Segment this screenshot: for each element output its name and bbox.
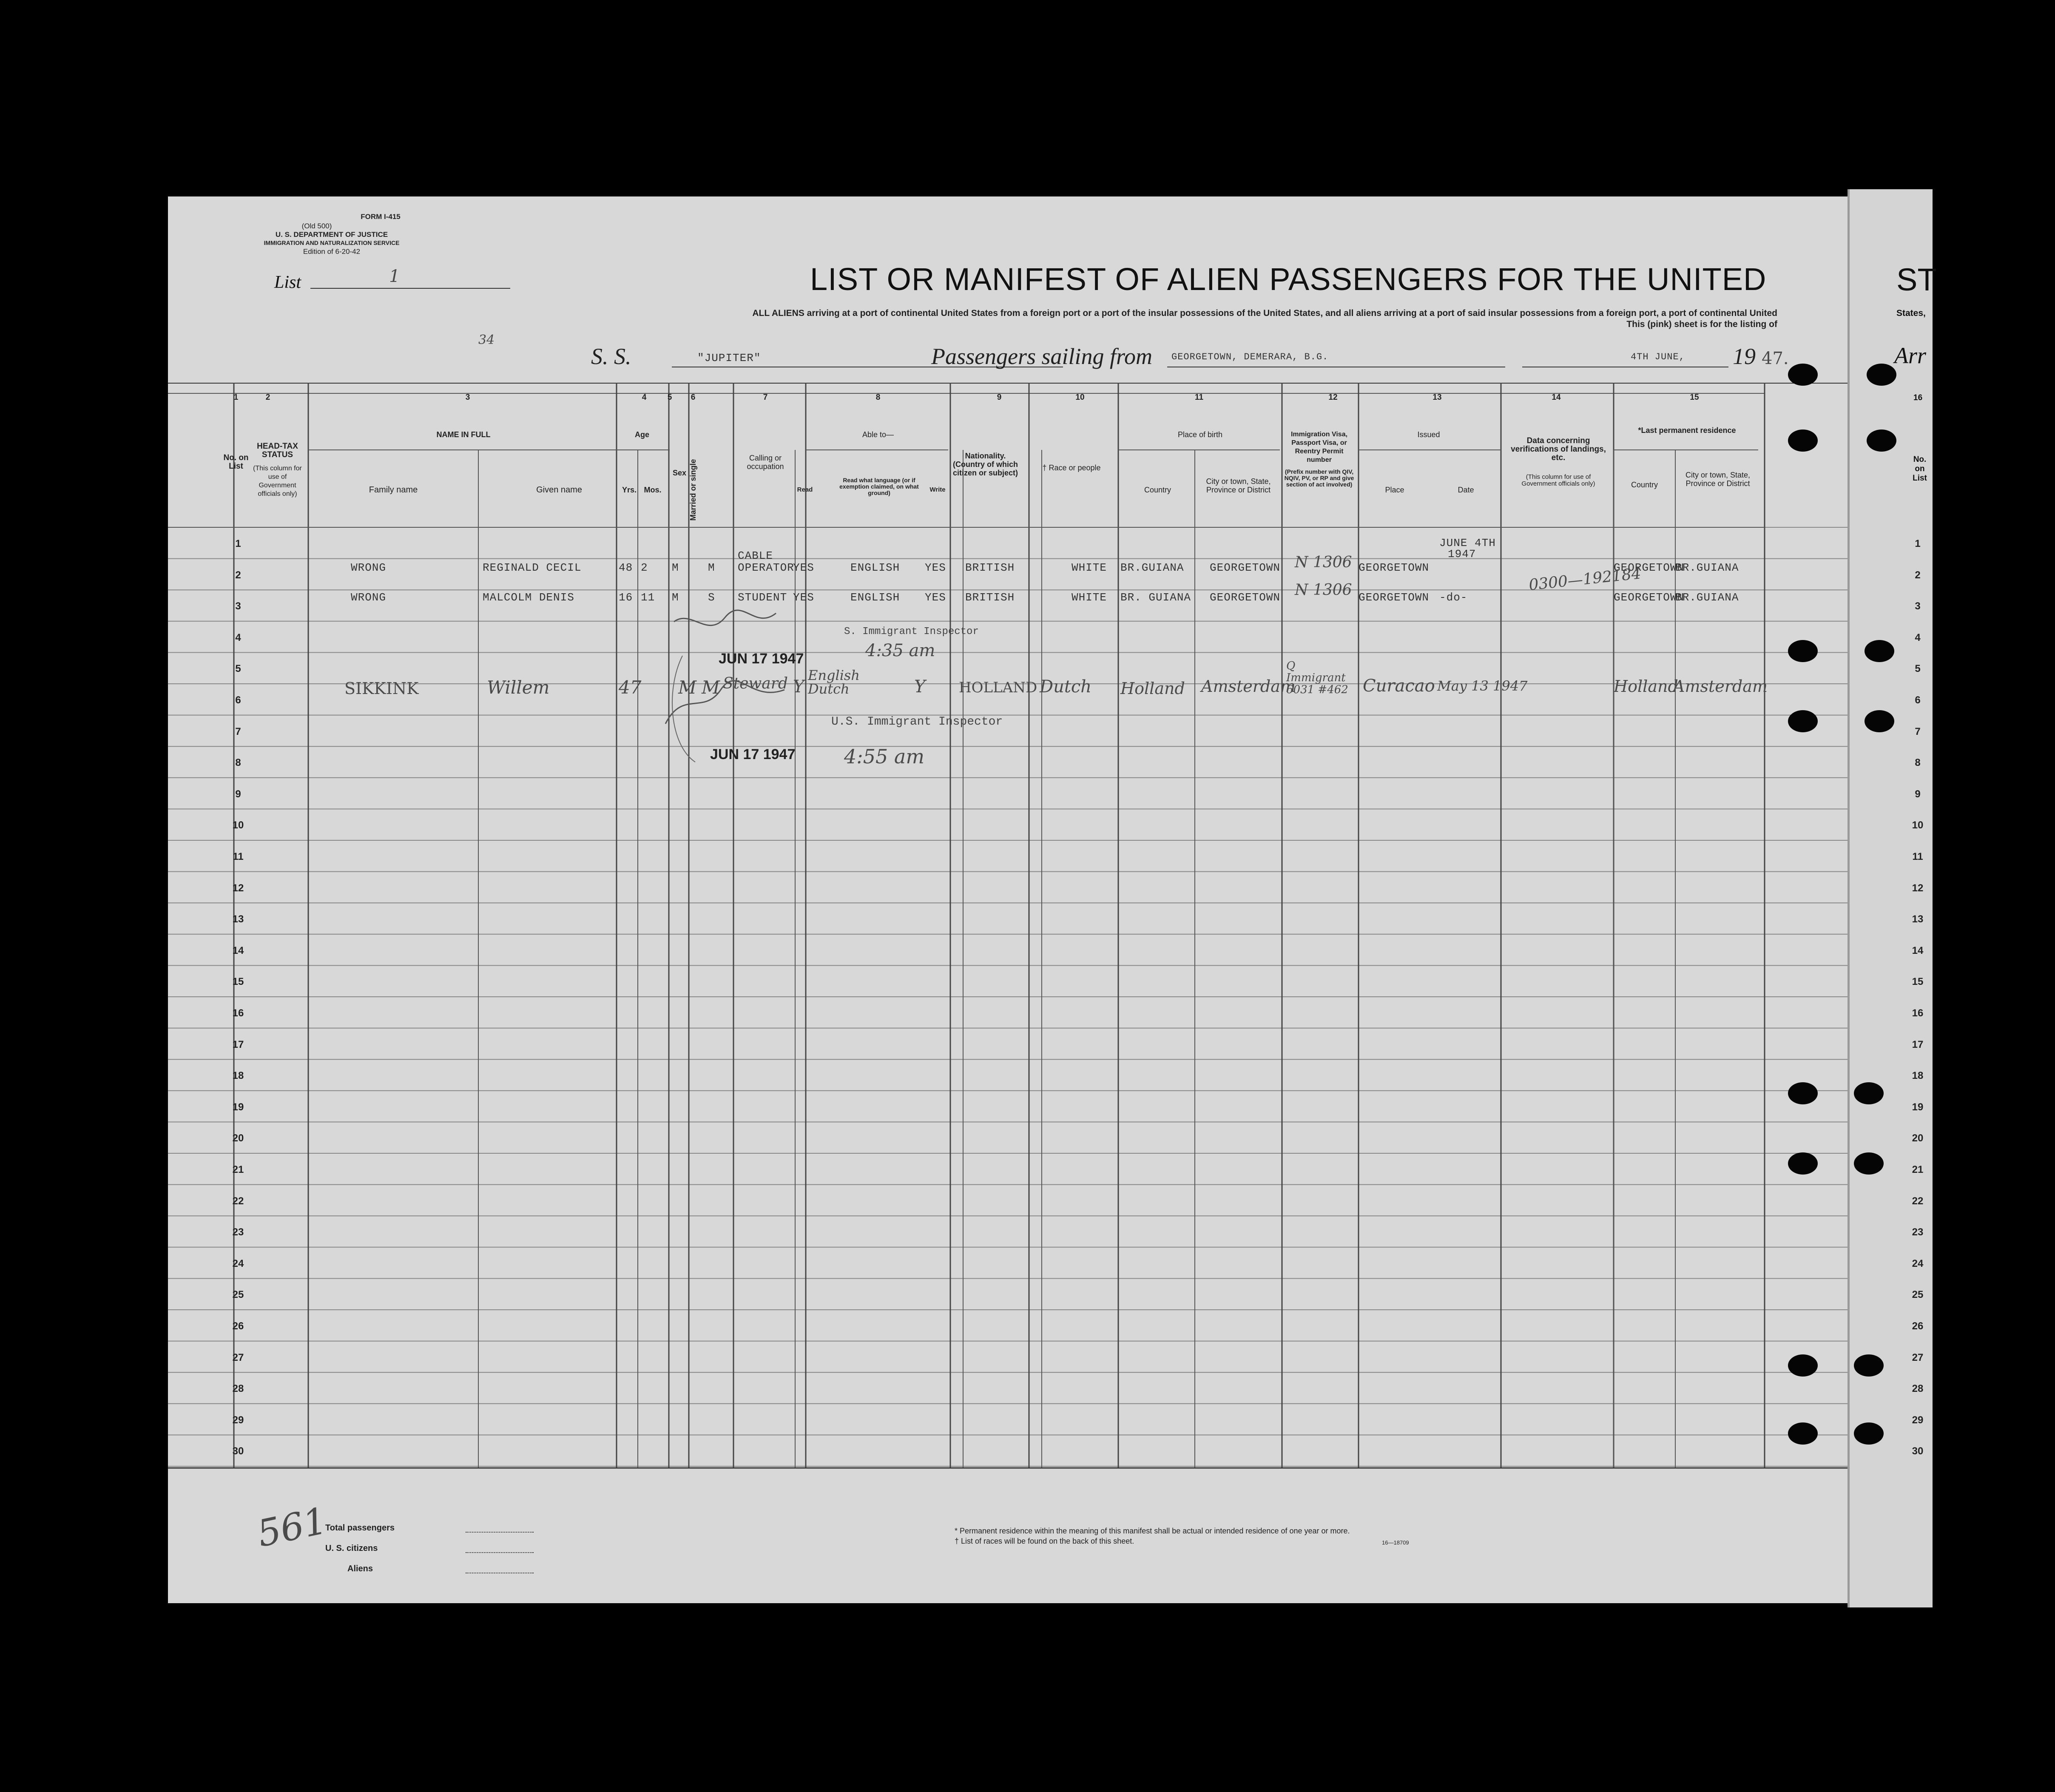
visa-number: N 1306: [1295, 581, 1352, 599]
header-visa-note: (Prefix number with QIV, NQIV, PV, or RP and give section of act involved): [1284, 468, 1354, 488]
ss-label: S. S.: [591, 344, 631, 369]
row-number: 8: [235, 757, 241, 769]
header-write: Write: [929, 486, 946, 493]
header-able-to: Able to—: [862, 430, 894, 439]
occupation: STUDENT: [738, 591, 787, 604]
colnum-10: 10: [1075, 393, 1085, 402]
birth-country: BR.GUIANA: [1120, 561, 1184, 574]
colnum-2: 2: [265, 393, 270, 402]
adjacent-row-number: 27: [1912, 1351, 1924, 1363]
res-country: Holland: [1614, 677, 1678, 696]
header-sex: Sex: [672, 469, 687, 477]
write: YES: [925, 561, 946, 574]
row-number: 18: [232, 1070, 244, 1082]
given-name: REGINALD CECIL: [483, 561, 582, 574]
language: ENGLISH: [850, 561, 900, 574]
adjacent-row-number: 14: [1912, 944, 1924, 956]
colnum-6: 6: [691, 393, 696, 402]
subtitle-line-2: This (pink) sheet is for the listing of: [1626, 319, 1777, 329]
adjacent-subtitle: States,: [1896, 308, 1926, 318]
header-age: Age: [634, 430, 649, 439]
sailing-date: 4TH JUNE,: [1631, 352, 1685, 362]
row-number: 7: [235, 725, 241, 737]
binder-hole: [1854, 1354, 1884, 1377]
footer-note-residence: * Permanent residence within the meaning of this manifest shall be actual or intended residence of one year or more.: [955, 1527, 1350, 1535]
adjacent-colnum: 16: [1913, 393, 1923, 402]
header-age-mos: Mos.: [644, 486, 662, 494]
colnum-9: 9: [997, 393, 1002, 402]
family-name: SIKKINK: [344, 679, 419, 698]
header-no-on-list: No. on List: [223, 453, 249, 471]
footer-print-code: 16—18709: [1382, 1539, 1409, 1546]
adjacent-row-number: 15: [1912, 976, 1924, 988]
colnum-1: 1: [233, 393, 239, 402]
res-country: GEORGETOWN: [1614, 591, 1685, 604]
adjacent-row-number: 6: [1915, 694, 1921, 706]
adjacent-row-number: 24: [1912, 1257, 1924, 1269]
sailing-label: Passengers sailing from: [931, 344, 1153, 369]
binder-hole: [1867, 430, 1896, 452]
age-yrs: 48: [619, 561, 633, 574]
adjacent-row-number: 28: [1912, 1383, 1924, 1395]
row-number: 20: [232, 1132, 244, 1144]
occupation: OPERATOR: [738, 561, 794, 574]
birth-city: Amsterdam: [1201, 677, 1296, 696]
stamp-date: JUN 17 1947: [710, 746, 796, 762]
binder-hole: [1788, 640, 1818, 662]
issued-date: -do-: [1439, 591, 1468, 604]
year-suffix: 47.: [1762, 349, 1789, 368]
header-visa: Immigration Visa, Passport Visa, or Reentry Permit number: [1290, 431, 1348, 464]
adjacent-row-number: 7: [1915, 725, 1921, 737]
occupation-line1: CABLE: [738, 549, 773, 562]
sex: M: [672, 561, 679, 574]
row-number: 23: [232, 1226, 244, 1238]
colnum-8: 8: [875, 393, 881, 402]
footer-us-citizens: U. S. citizens: [325, 1544, 378, 1553]
binder-hole: [1788, 430, 1818, 452]
row-number: 17: [232, 1038, 244, 1050]
stamp-time: 4:55 am: [844, 745, 924, 768]
binder-hole: [1865, 710, 1894, 732]
header-head-tax-note: (This column for use of Government officials only): [253, 465, 302, 498]
birth-country: BR. GUIANA: [1120, 591, 1191, 604]
res-city: Amsterdam: [1673, 677, 1768, 696]
header-calling: Calling or occupation: [747, 454, 784, 471]
adjacent-row-number: 21: [1912, 1164, 1924, 1175]
binder-hole: [1854, 1422, 1884, 1445]
adjacent-row-number: 4: [1915, 631, 1921, 643]
header-last-residence: *Last permanent residence: [1638, 426, 1736, 435]
row-number: 15: [232, 976, 244, 988]
occupation: Steward: [723, 675, 788, 692]
header-name-in-full: NAME IN FULL: [436, 430, 491, 439]
race: Dutch: [1040, 677, 1092, 697]
adjacent-row-number: 11: [1912, 851, 1923, 862]
adjacent-row-number: 1: [1915, 538, 1921, 549]
row-number: 13: [232, 913, 244, 925]
row-number: 28: [232, 1383, 244, 1395]
colnum-3: 3: [465, 393, 470, 402]
margin-number: 561: [253, 1499, 331, 1556]
binder-hole: [1867, 364, 1896, 386]
row-number: 9: [235, 788, 241, 800]
nationality: HOLLAND: [959, 679, 1037, 696]
adjacent-row-number: 30: [1912, 1445, 1924, 1457]
adjacent-row-number: 9: [1915, 788, 1921, 800]
binder-hole: [1788, 1152, 1818, 1175]
adjacent-row-number: 13: [1912, 913, 1924, 925]
adjacent-row-number: 23: [1912, 1226, 1924, 1238]
year-prefix: 19: [1733, 344, 1756, 369]
edition: Edition of 6-20-42: [303, 247, 361, 256]
list-label: List: [274, 273, 301, 292]
row-number: 26: [232, 1320, 244, 1332]
colnum-12: 12: [1328, 393, 1338, 402]
binder-hole: [1788, 1082, 1818, 1104]
signature-1: [674, 610, 776, 626]
adjacent-row-number: 5: [1915, 663, 1921, 675]
issued-date-line2: 1947: [1448, 548, 1476, 560]
old-form-number: (Old 500): [301, 222, 332, 230]
binder-hole: [1788, 1354, 1818, 1377]
visa-number: Q Immigrant 6031 #462: [1286, 660, 1348, 696]
footer-note-races: † List of races will be found on the back of this sheet.: [955, 1537, 1134, 1545]
row-number: 14: [232, 944, 244, 956]
row-number: 19: [232, 1101, 244, 1113]
header-married: Married or single: [689, 459, 697, 521]
binder-hole: [1854, 1082, 1884, 1104]
issued-place: GEORGETOWN: [1359, 591, 1430, 604]
adjacent-row-number: 10: [1912, 819, 1924, 831]
row-number: 25: [232, 1289, 244, 1301]
signature-2: [665, 681, 784, 724]
header-issued: Issued: [1417, 430, 1440, 439]
nationality: BRITISH: [965, 591, 1015, 604]
age-yrs: 47: [619, 677, 642, 698]
adjacent-title: ST: [1896, 262, 1937, 297]
row-number: 6: [235, 694, 241, 706]
res-city: BR.GUIANA: [1675, 591, 1739, 604]
stamp-caption: S. Immigrant Inspector: [844, 626, 979, 637]
margin-note: 34: [478, 333, 495, 347]
header-nationality: Nationality. (Country of which citizen or subject): [952, 452, 1018, 477]
sailing-from: GEORGETOWN, DEMERARA, B.G.: [1171, 352, 1329, 362]
colnum-14: 14: [1552, 393, 1561, 402]
row-number: 4: [235, 631, 241, 643]
header-place-of-birth: Place of birth: [1177, 430, 1223, 439]
family-name: WRONG: [351, 591, 387, 604]
race: WHITE: [1072, 561, 1107, 574]
res-country: GEORGETOWN: [1614, 561, 1685, 574]
row-number: 10: [232, 819, 244, 831]
issued-date-line1: JUNE 4TH: [1439, 537, 1496, 549]
adjacent-row-number: 19: [1912, 1101, 1924, 1113]
row-number: 21: [232, 1164, 244, 1175]
header-issued-place: Place: [1385, 486, 1404, 494]
header-head-tax: HEAD-TAX STATUS: [257, 442, 298, 459]
colnum-5: 5: [667, 393, 672, 402]
age-mos: 11: [641, 591, 655, 604]
res-city: BR.GUIANA: [1675, 561, 1739, 574]
header-race: † Race or people: [1042, 464, 1101, 472]
adjacent-row-number: 3: [1915, 600, 1921, 612]
row-number: 1: [235, 538, 241, 549]
adjacent-row-number: 2: [1915, 569, 1921, 581]
birth-city: GEORGETOWN: [1210, 561, 1281, 574]
row-number: 12: [232, 882, 244, 894]
department: U. S. DEPARTMENT OF JUSTICE: [275, 230, 388, 239]
nationality: BRITISH: [965, 561, 1015, 574]
family-name: WRONG: [351, 561, 387, 574]
colnum-7: 7: [763, 393, 768, 402]
language: English Dutch: [808, 667, 860, 697]
header-given-name: Given name: [536, 485, 582, 495]
row-number: 2: [235, 569, 241, 581]
adjacent-row-number: 8: [1915, 757, 1921, 769]
header-res-country: Country: [1631, 481, 1658, 489]
binder-hole: [1854, 1152, 1884, 1175]
header-age-yrs: Yrs.: [622, 486, 637, 494]
manifest-title: LIST OR MANIFEST OF ALIEN PASSENGERS FOR THE UNITED: [810, 262, 1767, 297]
issued-place: GEORGETOWN: [1359, 561, 1430, 574]
row-number: 22: [232, 1195, 244, 1207]
row-number: 29: [232, 1414, 244, 1426]
birth-country: Holland: [1120, 679, 1185, 698]
stamp-caption: U.S. Immigrant Inspector: [831, 715, 1003, 728]
birth-city: GEORGETOWN: [1210, 591, 1281, 604]
form-number: FORM I-415: [361, 213, 401, 221]
age-yrs: 16: [619, 591, 633, 604]
header-read: Read: [797, 486, 813, 493]
adjacent-row-number: 16: [1912, 1007, 1924, 1019]
sex: M: [678, 677, 697, 698]
issued-place: Curacao: [1363, 676, 1435, 696]
header-language: Read what language (or if exemption claimed, on what ground): [839, 477, 919, 496]
colnum-4: 4: [642, 393, 647, 402]
manifest-grid: [168, 196, 1928, 1603]
footer-total-passengers: Total passengers: [325, 1523, 395, 1533]
marital: M: [708, 561, 715, 574]
colnum-15: 15: [1690, 393, 1699, 402]
stamp-date: JUN 17 1947: [719, 651, 804, 667]
write: YES: [925, 591, 946, 604]
adjacent-row-number: 18: [1912, 1070, 1924, 1082]
list-value: 1: [389, 267, 400, 286]
race: WHITE: [1072, 591, 1107, 604]
footer-aliens: Aliens: [347, 1564, 373, 1573]
adjacent-row-number: 20: [1912, 1132, 1924, 1144]
marital: S: [708, 591, 715, 604]
read: Y: [793, 677, 804, 697]
age-mos: 2: [641, 561, 648, 574]
binder-hole: [1788, 364, 1818, 386]
subtitle-line-1: ALL ALIENS arriving at a port of continental United States from a foreign port or a port of the insular possessions of the United States, and all aliens arriving at a port of said insular possessions from a foreign port, a port of continental United: [752, 308, 1777, 318]
adjacent-col-label: No. on List: [1913, 455, 1927, 483]
header-birth-country: Country: [1144, 486, 1171, 494]
row-number: 24: [232, 1257, 244, 1269]
colnum-11: 11: [1194, 393, 1204, 402]
verification-number: 0300—192184: [1528, 565, 1642, 594]
manifest-sheet: [168, 196, 1928, 1603]
row-number: 3: [235, 600, 241, 612]
ship-name: "JUPITER": [697, 352, 761, 364]
stamp-time: 4:35 am: [865, 641, 935, 660]
adjacent-row-number: 25: [1912, 1289, 1924, 1301]
write: Y: [914, 677, 926, 697]
header-verification-note: (This column for use of Government officials only): [1521, 473, 1595, 487]
read: YES: [793, 561, 814, 574]
binder-hole: [1788, 1422, 1818, 1445]
adjacent-row-number: 12: [1912, 882, 1924, 894]
marital: M: [702, 677, 720, 698]
colnum-13: 13: [1433, 393, 1442, 402]
adjacent-sheet: [1848, 189, 1937, 1607]
adjacent-row-number: 17: [1912, 1038, 1924, 1050]
row-number: 5: [235, 663, 241, 675]
given-name: MALCOLM DENIS: [483, 591, 574, 604]
given-name: Willem: [487, 677, 550, 698]
adjacent-arr: Arr: [1894, 343, 1927, 368]
sex: M: [672, 591, 679, 604]
header-birth-city: City or town, State, Province or District: [1206, 477, 1271, 494]
adjacent-row-number: 22: [1912, 1195, 1924, 1207]
header-data-verification: Data concerning verifications of landings, etc.: [1511, 436, 1606, 462]
read: YES: [793, 591, 814, 604]
adjacent-row-number: 26: [1912, 1320, 1924, 1332]
visa-number: N 1306: [1295, 554, 1352, 571]
header-family-name: Family name: [369, 485, 418, 495]
row-number: 16: [232, 1007, 244, 1019]
language: ENGLISH: [850, 591, 900, 604]
header-issued-date: Date: [1458, 486, 1474, 494]
row-number: 30: [232, 1445, 244, 1457]
service: IMMIGRATION AND NATURALIZATION SERVICE: [264, 239, 400, 246]
adjacent-row-number: 29: [1912, 1414, 1924, 1426]
row-number: 27: [232, 1351, 244, 1363]
row-number: 11: [233, 851, 244, 862]
header-res-city: City or town, State, Province or District: [1685, 471, 1751, 488]
binder-hole: [1865, 640, 1894, 662]
binder-hole: [1788, 710, 1818, 732]
issued-date: May 13 1947: [1437, 678, 1528, 694]
signature-loop: [672, 656, 695, 762]
inspector-signatures: [657, 605, 806, 771]
